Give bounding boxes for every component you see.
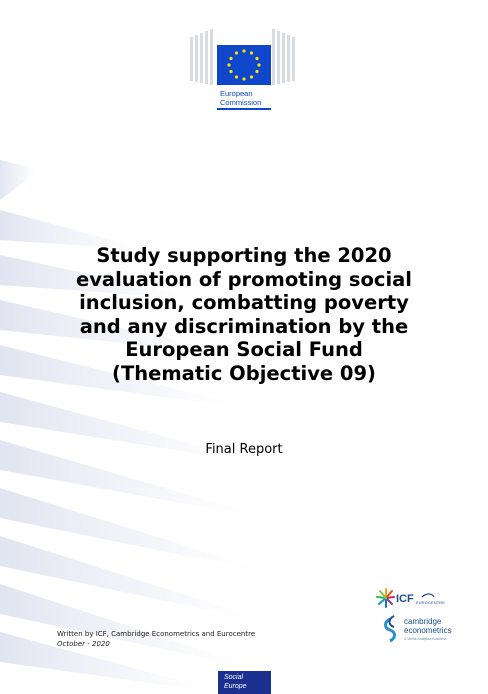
title-line: (Thematic Objective 09) — [112, 361, 376, 385]
icf-burst-icon — [377, 589, 394, 607]
authors-block — [57, 630, 255, 649]
title-line: European Social Fund — [125, 338, 363, 362]
title-line: evaluation of promoting social — [76, 267, 412, 291]
ce-line-2: econometrics — [404, 626, 452, 635]
logo-label — [220, 89, 261, 107]
title-line: inclusion, combatting poverty — [79, 291, 409, 315]
eurocentre-swirl-icon — [422, 594, 434, 597]
title-line: and any discrimination by the — [79, 314, 409, 338]
written-by: Written by ICF, Cambridge Econometrics and Eurocentre — [57, 630, 256, 638]
series-line-1: Social — [224, 674, 244, 681]
logo-line-2: Commission — [220, 98, 262, 107]
ce-tagline: A Verisk Analytics Business — [404, 637, 447, 641]
cambridge-econometrics-name — [404, 617, 452, 635]
eu-flag-icon — [217, 45, 271, 85]
document-title — [40, 244, 448, 386]
ce-line-1: cambridge — [404, 617, 442, 626]
cambridge-econometrics-icon — [386, 616, 395, 641]
logo-line-1: European — [220, 89, 253, 98]
social-europe-badge — [218, 671, 271, 694]
logo-underline — [217, 108, 271, 110]
series-line-2: Europe — [224, 682, 247, 690]
document-subtitle: Final Report — [205, 442, 283, 457]
social-europe-label — [224, 674, 247, 691]
eurocentre-name: EUROCENTRE — [416, 600, 446, 605]
title-line: Study supporting the 2020 — [96, 244, 392, 267]
publication-date: October - 2020 — [57, 639, 110, 648]
icf-name: ICF — [396, 593, 414, 605]
